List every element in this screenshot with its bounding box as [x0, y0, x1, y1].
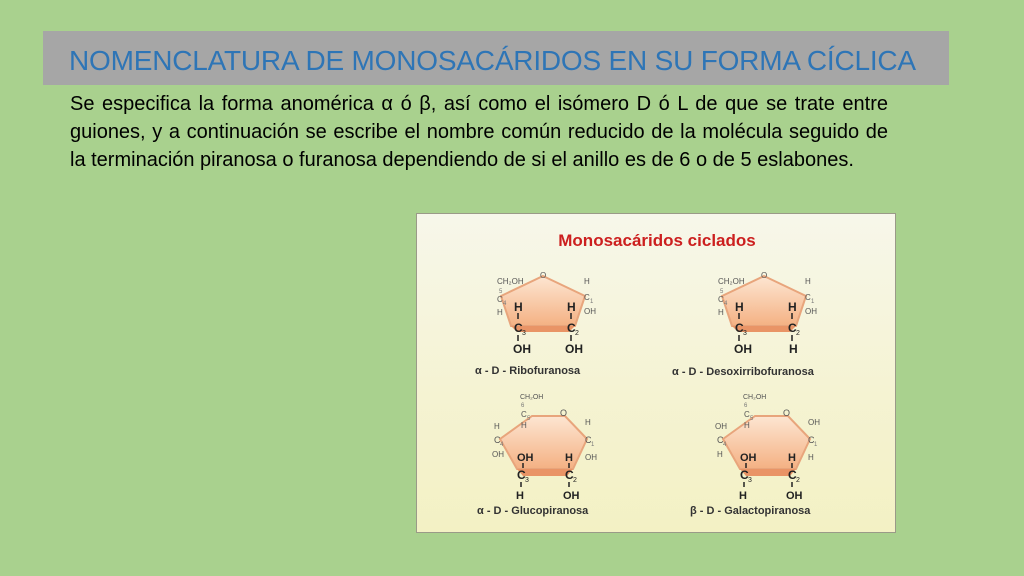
c3-label: C: [514, 321, 523, 335]
c5-h-label: H: [744, 421, 750, 430]
c4-label: C: [718, 295, 724, 304]
c4-label: C: [497, 295, 503, 304]
c3-subscript: 3: [522, 330, 526, 337]
c1-label: C: [585, 435, 592, 445]
c1-oh-label: OH: [808, 418, 820, 427]
c6-subscript: 6: [744, 403, 748, 409]
c2-top-label: H: [788, 452, 796, 464]
c6-subscript: 6: [521, 403, 525, 409]
ring-oxygen-label: O: [540, 271, 547, 280]
c4-subscript: 4: [500, 442, 504, 448]
c3-top-label: H: [735, 300, 744, 314]
c5-subscript: 5: [499, 289, 503, 295]
c2-subscript: 2: [575, 330, 579, 337]
c1-h-label: H: [585, 418, 591, 427]
molecule-ribofuranosa: [475, 271, 596, 377]
c1-subscript: 1: [811, 299, 815, 305]
ch2oh-label: CH₂OH: [520, 394, 544, 401]
c2-subscript: 2: [796, 330, 800, 337]
c5-label: C: [744, 410, 750, 419]
figure-svg: [417, 214, 897, 534]
c2-label: C: [567, 321, 576, 335]
c2-bottom-label: OH: [565, 342, 583, 356]
c2-top-label: H: [788, 300, 797, 314]
c3-bottom-label: OH: [513, 342, 531, 356]
c2-bottom-label: H: [789, 342, 798, 356]
molecule-caption: β - D - Galactopiranosa: [690, 505, 811, 517]
c5-subscript: 5: [720, 289, 724, 295]
c1-subscript: 1: [591, 442, 595, 448]
c4-h-label: H: [497, 308, 503, 317]
c2-label: C: [565, 468, 574, 482]
pyranose-ring: [723, 416, 810, 469]
c3-bottom-label: H: [516, 490, 524, 502]
pyranose-ring: [500, 416, 587, 469]
c1-label: C: [584, 293, 590, 302]
c2-bottom-label: OH: [786, 490, 803, 502]
c1-subscript: 1: [590, 299, 594, 305]
c1-h-label: H: [808, 453, 814, 462]
c3-subscript: 3: [748, 477, 752, 484]
title-bar: [43, 31, 949, 85]
c1-oh-label: OH: [584, 307, 596, 316]
ch2oh-label: CH₂OH: [718, 277, 745, 286]
slide-title: NOMENCLATURA DE MONOSACÁRIDOS EN SU FORMA CÍCLICA: [69, 45, 916, 76]
c3-label: C: [735, 321, 744, 335]
c5-subscript: 5: [527, 416, 531, 422]
c3-subscript: 3: [525, 477, 529, 484]
c4-label: C: [717, 435, 724, 445]
c2-label: C: [788, 321, 797, 335]
monosaccharide-figure: [416, 213, 896, 533]
c1-label: C: [808, 435, 815, 445]
c5-h-label: H: [521, 421, 527, 430]
c1-oh-label: OH: [805, 307, 817, 316]
molecule-desoxirribofuranosa: [672, 271, 817, 378]
slide-body-text: Se especifica la forma anomérica α ó β, así como el isómero D ó L de que se trate entre guiones, y a continuación se escribe el nombre común reducido de la molécula seguido de la terminación piranosa o furanosa dependiendo de si el anillo es de 6 o de 5 eslabones.: [70, 93, 888, 171]
figure-title: Monosacáridos ciclados: [558, 231, 756, 250]
ch2oh-label: CH₂OH: [743, 394, 767, 401]
c2-label: C: [788, 468, 797, 482]
c2-subscript: 2: [573, 477, 577, 484]
ring-oxygen-label: O: [761, 271, 768, 280]
ch2oh-label: CH₂OH: [497, 277, 524, 286]
c4-h-label: H: [717, 450, 723, 459]
c4-subscript: 4: [724, 301, 728, 307]
c2-subscript: 2: [796, 477, 800, 484]
molecule-galactopiranosa: [690, 394, 820, 517]
c4-subscript: 4: [503, 301, 507, 307]
c3-top-label: OH: [517, 452, 534, 464]
c5-subscript: 5: [750, 416, 754, 422]
c2-bottom-label: OH: [563, 490, 580, 502]
ring-oxygen-label: O: [783, 408, 791, 418]
c4-oh-label: OH: [492, 450, 504, 459]
c4-label: C: [494, 435, 501, 445]
c3-label: C: [740, 468, 749, 482]
c1-label: C: [805, 293, 811, 302]
ring-oxygen-label: O: [560, 408, 568, 418]
c4-h-label: H: [494, 422, 500, 431]
c4-oh-label: OH: [715, 422, 727, 431]
c2-top-label: H: [565, 452, 573, 464]
c3-top-label: OH: [740, 452, 757, 464]
c4-h-label: H: [718, 308, 724, 317]
c3-bottom-label: H: [739, 490, 747, 502]
c3-bottom-label: OH: [734, 342, 752, 356]
c3-subscript: 3: [743, 330, 747, 337]
molecule-glucopiranosa: [477, 394, 597, 517]
molecule-caption: α - D - Ribofuranosa: [475, 365, 581, 377]
c1-oh-label: OH: [585, 453, 597, 462]
molecule-caption: α - D - Glucopiranosa: [477, 505, 589, 517]
c3-label: C: [517, 468, 526, 482]
c2-top-label: H: [567, 300, 576, 314]
c1-h-label: H: [584, 277, 590, 286]
molecule-caption: α - D - Desoxirribofuranosa: [672, 366, 814, 378]
c4-subscript: 4: [723, 442, 727, 448]
c1-subscript: 1: [814, 442, 818, 448]
c1-h-label: H: [805, 277, 811, 286]
c5-label: C: [521, 410, 527, 419]
c3-top-label: H: [514, 300, 523, 314]
